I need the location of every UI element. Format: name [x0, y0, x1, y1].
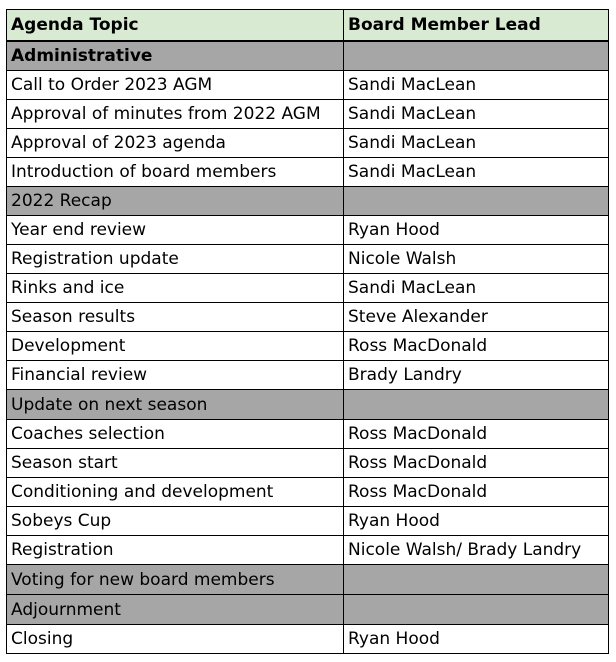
board-member-lead-cell: Ryan Hood [344, 625, 609, 654]
agenda-topic-cell: Sobeys Cup [7, 507, 344, 536]
section-title: Administrative [7, 41, 344, 71]
table-row [7, 478, 609, 507]
board-member-lead-cell: Sandi MacLean [344, 129, 609, 158]
section-title: Adjournment [7, 595, 344, 625]
table-row [7, 216, 609, 245]
section-lead-cell [344, 187, 609, 216]
section-row-2022-recap [7, 187, 609, 216]
section-lead-cell [344, 595, 609, 625]
table-row [7, 536, 609, 565]
board-member-lead-cell: Ross MacDonald [344, 332, 609, 361]
board-member-lead-cell: Ryan Hood [344, 216, 609, 245]
section-row-update-on-next-season [7, 390, 609, 420]
board-member-lead-cell: Ross MacDonald [344, 449, 609, 478]
board-member-lead-cell: Brady Landry [344, 361, 609, 390]
table-row [7, 332, 609, 361]
board-member-lead-cell: Sandi MacLean [344, 71, 609, 100]
table-row [7, 274, 609, 303]
table-row [7, 361, 609, 390]
agenda-topic-cell: Coaches selection [7, 420, 344, 449]
agenda-topic-cell: Approval of minutes from 2022 AGM [7, 100, 344, 129]
table-row [7, 158, 609, 187]
section-row-adjournment [7, 595, 609, 625]
board-member-lead-cell: Steve Alexander [344, 303, 609, 332]
agenda-topic-cell: Rinks and ice [7, 274, 344, 303]
table-row [7, 100, 609, 129]
header-board-member-lead: Board Member Lead [344, 10, 609, 42]
board-member-lead-cell: Sandi MacLean [344, 274, 609, 303]
board-member-lead-cell: Ryan Hood [344, 507, 609, 536]
table-row [7, 245, 609, 274]
section-lead-cell [344, 41, 609, 71]
board-member-lead-cell: Ross MacDonald [344, 420, 609, 449]
agenda-table [6, 9, 609, 654]
board-member-lead-cell: Sandi MacLean [344, 158, 609, 187]
section-lead-cell [344, 390, 609, 420]
table-row [7, 507, 609, 536]
agenda-topic-cell: Registration update [7, 245, 344, 274]
section-title: 2022 Recap [7, 187, 344, 216]
agenda-topic-cell: Conditioning and development [7, 478, 344, 507]
section-title: Voting for new board members [7, 565, 344, 595]
agenda-topic-cell: Closing [7, 625, 344, 654]
section-title: Update on next season [7, 390, 344, 420]
board-member-lead-cell: Sandi MacLean [344, 100, 609, 129]
table-row [7, 449, 609, 478]
board-member-lead-cell: Nicole Walsh [344, 245, 609, 274]
header-row [7, 10, 609, 42]
agenda-topic-cell: Season start [7, 449, 344, 478]
agenda-topic-cell: Year end review [7, 216, 344, 245]
board-member-lead-cell: Nicole Walsh/ Brady Landry [344, 536, 609, 565]
header-agenda-topic: Agenda Topic [7, 10, 344, 42]
board-member-lead-cell: Ross MacDonald [344, 478, 609, 507]
table-row [7, 71, 609, 100]
agenda-topic-cell: Call to Order 2023 AGM [7, 71, 344, 100]
agenda-topic-cell: Introduction of board members [7, 158, 344, 187]
table-row [7, 129, 609, 158]
agenda-topic-cell: Development [7, 332, 344, 361]
agenda-topic-cell: Registration [7, 536, 344, 565]
table-row [7, 625, 609, 654]
agenda-topic-cell: Season results [7, 303, 344, 332]
table-row [7, 420, 609, 449]
agenda-topic-cell: Financial review [7, 361, 344, 390]
section-row-voting [7, 565, 609, 595]
table-row [7, 303, 609, 332]
agenda-topic-cell: Approval of 2023 agenda [7, 129, 344, 158]
section-row-administrative [7, 41, 609, 71]
section-lead-cell [344, 565, 609, 595]
